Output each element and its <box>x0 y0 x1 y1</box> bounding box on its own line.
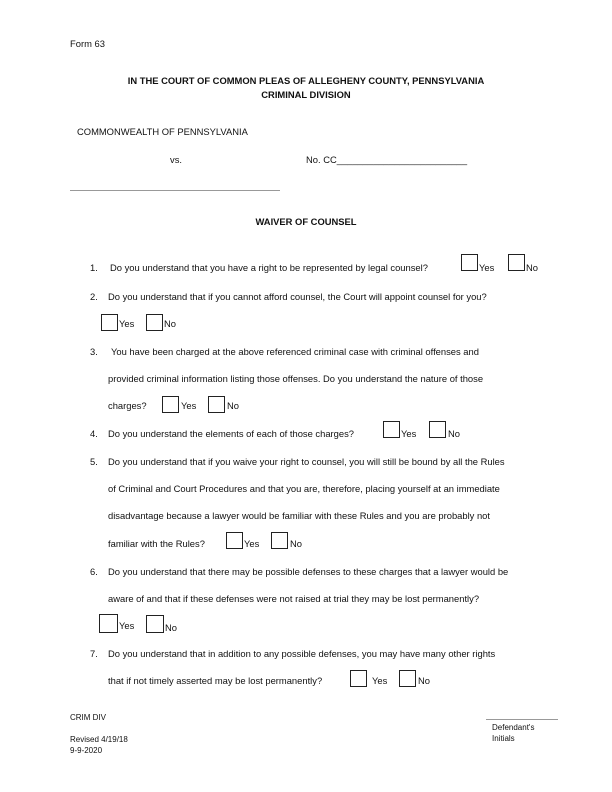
court-title: IN THE COURT OF COMMON PLEAS OF ALLEGHENY COUNTY, PENNSYLVANIA <box>127 75 485 86</box>
q4-yes-label: Yes <box>401 428 417 439</box>
question-5-line-2: of Criminal and Court Procedures and that you are, therefore, placing yourself at an immediate <box>108 483 500 494</box>
q7-no-checkbox[interactable] <box>399 670 416 687</box>
question-6-line-2: aware of and that if these defenses were not raised at trial they may be lost permanently? <box>108 593 480 604</box>
question-7-number: 7. <box>90 648 98 659</box>
q7-no-label: No <box>418 675 430 686</box>
question-5-line-3: disadvantage because a lawyer would be familiar with these Rules and you are probably not <box>108 510 490 521</box>
footer-revised: Revised 4/19/18 <box>70 735 128 744</box>
q6-yes-label: Yes <box>119 620 135 631</box>
q1-yes-label: Yes <box>479 262 495 273</box>
question-1-text: Do you understand that you have a right to be represented by legal counsel? <box>110 262 428 273</box>
initials-line[interactable] <box>486 719 558 720</box>
question-4-text: Do you understand the elements of each of those charges? <box>108 428 354 439</box>
footer-department: CRIM DIV <box>70 713 106 722</box>
footer-date: 9-9-2020 <box>70 746 103 755</box>
q5-yes-checkbox[interactable] <box>226 532 243 549</box>
q4-no-label: No <box>448 428 460 439</box>
question-2-text: Do you understand that if you cannot afford counsel, the Court will appoint counsel for you? <box>108 291 487 302</box>
q6-no-label: No <box>165 622 177 633</box>
form-number: Form 63 <box>70 38 105 49</box>
question-2-number: 2. <box>90 291 98 302</box>
question-4-number: 4. <box>90 428 98 439</box>
question-5-number: 5. <box>90 456 98 467</box>
q7-yes-label: Yes <box>372 675 388 686</box>
question-6-number: 6. <box>90 566 98 577</box>
q3-yes-checkbox[interactable] <box>162 396 179 413</box>
question-6-line-1: Do you understand that there may be possible defenses to these charges that a lawyer would be <box>108 566 509 577</box>
question-5-line-1: Do you understand that if you waive your right to counsel, you will still be bound by all the Rules <box>108 456 505 467</box>
q1-no-label: No <box>526 262 538 273</box>
plaintiff-name: COMMONWEALTH OF PENNSYLVANIA <box>77 126 248 137</box>
question-7-line-1: Do you understand that in addition to any possible defenses, you may have many other rights <box>108 648 496 659</box>
question-7-line-2: that if not timely asserted may be lost permanently? <box>108 675 323 686</box>
q3-no-checkbox[interactable] <box>208 396 225 413</box>
q2-yes-label: Yes <box>119 318 135 329</box>
question-3-number: 3. <box>90 346 98 357</box>
document-title: WAIVER OF COUNSEL <box>255 216 357 227</box>
initials-label-1: Defendant's <box>492 723 535 732</box>
q3-yes-label: Yes <box>181 400 197 411</box>
versus-label: vs. <box>170 154 182 165</box>
q6-no-checkbox[interactable] <box>146 615 164 633</box>
q2-no-checkbox[interactable] <box>146 314 163 331</box>
q5-yes-label: Yes <box>244 538 260 549</box>
question-3-line-2: provided criminal information listing those offenses. Do you understand the nature of those <box>108 373 484 384</box>
q5-no-checkbox[interactable] <box>271 532 288 549</box>
division-title: CRIMINAL DIVISION <box>261 89 351 100</box>
q4-yes-checkbox[interactable] <box>383 421 400 438</box>
q6-yes-checkbox[interactable] <box>99 614 118 633</box>
q2-yes-checkbox[interactable] <box>101 314 118 331</box>
q5-no-label: No <box>290 538 302 549</box>
case-number-field[interactable]: No. CC_________________________ <box>306 154 468 165</box>
q2-no-label: No <box>164 318 176 329</box>
question-3-line-3: charges? <box>108 400 147 411</box>
q3-no-label: No <box>227 400 239 411</box>
q7-yes-checkbox[interactable] <box>350 670 367 687</box>
question-1-number: 1. <box>90 262 98 273</box>
question-5-line-4: familiar with the Rules? <box>108 538 205 549</box>
initials-label-2: Initials <box>492 734 515 743</box>
defendant-name-line[interactable] <box>70 190 280 191</box>
q4-no-checkbox[interactable] <box>429 421 446 438</box>
q1-yes-checkbox[interactable] <box>461 254 478 271</box>
question-3-line-1: You have been charged at the above referenced criminal case with criminal offenses and <box>111 346 479 357</box>
q1-no-checkbox[interactable] <box>508 254 525 271</box>
